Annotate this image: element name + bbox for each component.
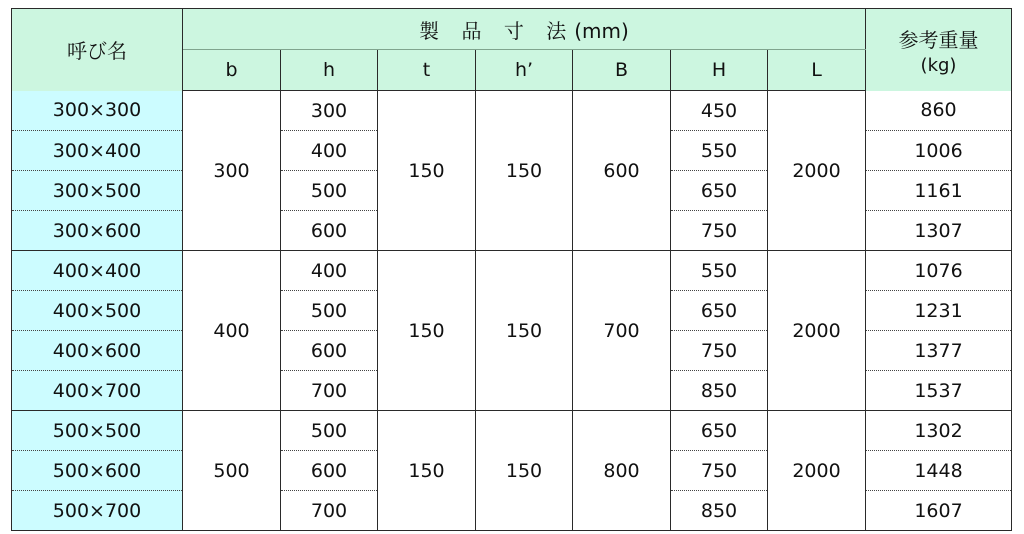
H-cell: 550 [671, 131, 768, 171]
nominal-name-cell: 500×700 [12, 491, 183, 531]
header-dimensions-label: 製 品 寸 法 [419, 18, 575, 43]
column-header: H [671, 50, 768, 91]
nominal-name-cell: 400×600 [12, 331, 183, 371]
weight-cell: 1302 [866, 411, 1012, 451]
spec-table [11, 8, 1012, 531]
weight-cell: 1076 [866, 251, 1012, 291]
H-cell: 650 [671, 411, 768, 451]
B-cell: 700 [573, 251, 671, 411]
header-weight-label: 参考重量 [898, 27, 979, 52]
header-name: 呼び名 [12, 9, 183, 91]
weight-cell: 1537 [866, 371, 1012, 411]
B-cell: 600 [573, 91, 671, 251]
b-cell: 300 [183, 91, 281, 251]
H-cell: 650 [671, 171, 768, 211]
h-cell: 700 [281, 491, 378, 531]
H-cell: 850 [671, 371, 768, 411]
header-weight-unit: (kg) [920, 54, 957, 76]
table-row [12, 251, 1012, 291]
table-row [12, 91, 1012, 131]
weight-cell: 1161 [866, 171, 1012, 211]
h-cell: 300 [281, 91, 378, 131]
t-cell: 150 [378, 411, 476, 531]
h-cell: 600 [281, 211, 378, 251]
b-cell: 400 [183, 251, 281, 411]
column-header: t [378, 50, 476, 91]
h-cell: 700 [281, 371, 378, 411]
h-cell: 500 [281, 171, 378, 211]
nominal-name-cell: 300×600 [12, 211, 183, 251]
H-cell: 850 [671, 491, 768, 531]
nominal-name-cell: 400×700 [12, 371, 183, 411]
h-cell: 500 [281, 291, 378, 331]
column-header: L [768, 50, 866, 91]
weight-cell: 1231 [866, 291, 1012, 331]
column-header: h’ [476, 50, 573, 91]
header-dimensions [183, 9, 866, 50]
nominal-name-cell: 300×500 [12, 171, 183, 211]
weight-cell: 1006 [866, 131, 1012, 171]
nominal-name-cell: 300×400 [12, 131, 183, 171]
header-weight [866, 9, 1012, 91]
B-cell: 800 [573, 411, 671, 531]
nominal-name-cell: 400×400 [12, 251, 183, 291]
H-cell: 750 [671, 211, 768, 251]
L-cell: 2000 [768, 91, 866, 251]
weight-cell: 1307 [866, 211, 1012, 251]
weight-cell: 1448 [866, 451, 1012, 491]
nominal-name-cell: 400×500 [12, 291, 183, 331]
table-row [12, 411, 1012, 451]
h-prime-cell: 150 [476, 91, 573, 251]
h-cell: 600 [281, 451, 378, 491]
nominal-name-cell: 500×500 [12, 411, 183, 451]
column-header: h [281, 50, 378, 91]
h-cell: 400 [281, 131, 378, 171]
h-cell: 400 [281, 251, 378, 291]
H-cell: 550 [671, 251, 768, 291]
H-cell: 750 [671, 451, 768, 491]
t-cell: 150 [378, 251, 476, 411]
H-cell: 650 [671, 291, 768, 331]
L-cell: 2000 [768, 411, 866, 531]
h-prime-cell: 150 [476, 251, 573, 411]
h-cell: 600 [281, 331, 378, 371]
header-dimensions-unit: (mm) [574, 18, 629, 43]
H-cell: 750 [671, 331, 768, 371]
h-cell: 500 [281, 411, 378, 451]
column-header: B [573, 50, 671, 91]
h-prime-cell: 150 [476, 411, 573, 531]
L-cell: 2000 [768, 251, 866, 411]
weight-cell: 860 [866, 91, 1012, 131]
weight-cell: 1607 [866, 491, 1012, 531]
column-header: b [183, 50, 281, 91]
H-cell: 450 [671, 91, 768, 131]
t-cell: 150 [378, 91, 476, 251]
nominal-name-cell: 500×600 [12, 451, 183, 491]
nominal-name-cell: 300×300 [12, 91, 183, 131]
weight-cell: 1377 [866, 331, 1012, 371]
b-cell: 500 [183, 411, 281, 531]
